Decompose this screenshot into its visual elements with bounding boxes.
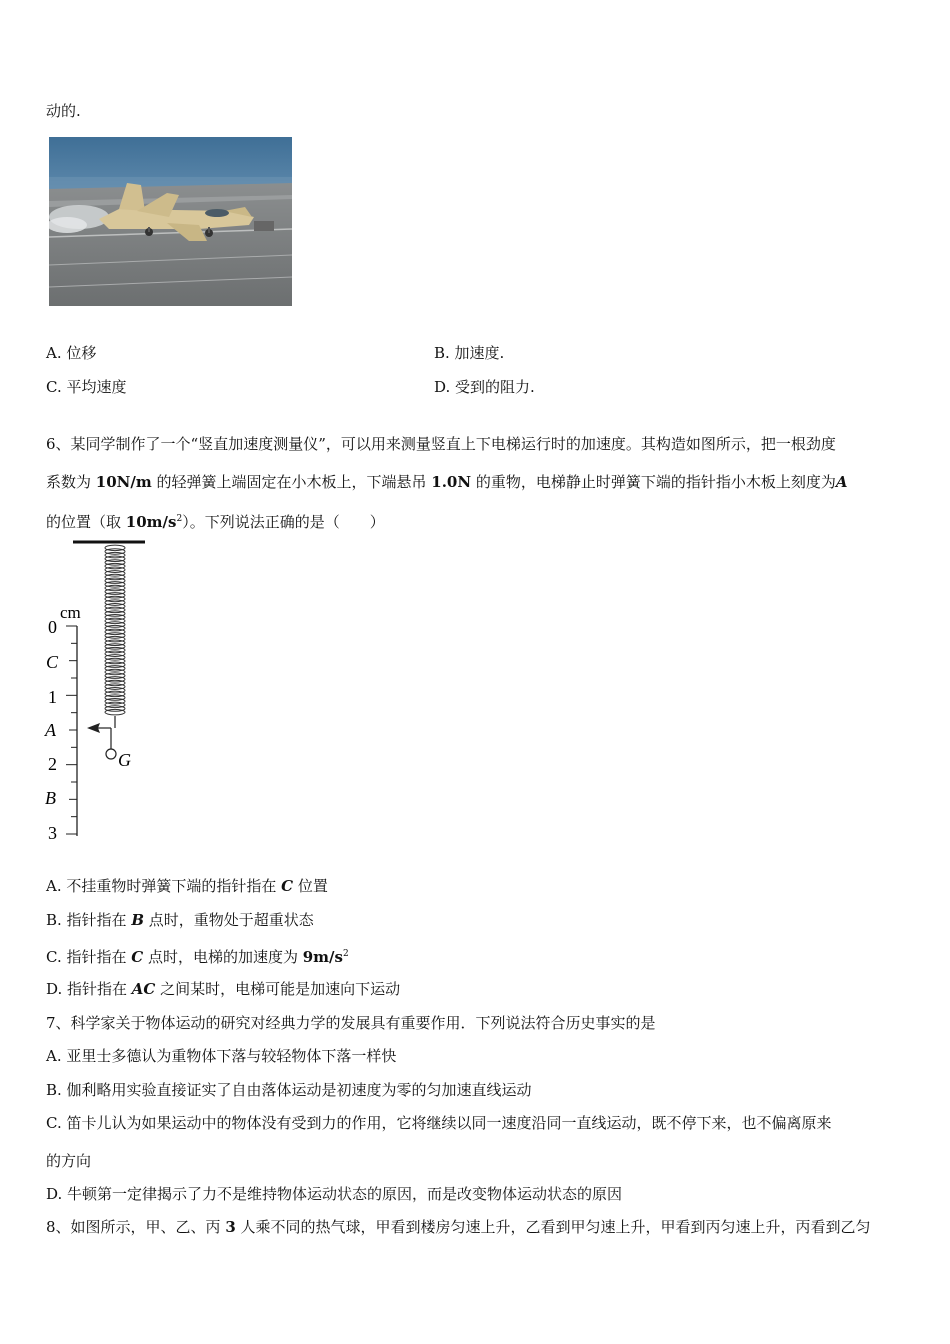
q6-option-text: C. 指针指在: [46, 948, 132, 966]
q8-stem-line-1: [46, 1217, 871, 1237]
q6-option-var: C: [281, 877, 294, 895]
q6-option-text: A. 不挂重物时弹簧下端的指针指在: [46, 877, 282, 895]
q6-text: 的位置（取: [46, 513, 126, 531]
carrier-jet-photo: [49, 137, 292, 306]
q7-option-d: D. 牛顿第一定律揭示了力不是维持物体运动状态的原因，而是改变物体运动状态的原因: [46, 1185, 623, 1203]
q6-option-text: 之间某时，电梯可能是加速向下运动: [155, 980, 401, 998]
q6-option-text: 点时，重物处于超重状态: [144, 911, 314, 929]
q5-option-d: D. 受到的阻力.: [434, 378, 535, 396]
scale-tick-3: 3: [48, 823, 57, 843]
q6-option-var: B: [131, 911, 145, 929]
q6-text: 的轻弹簧上端固定在小木板上，下端悬吊: [151, 473, 432, 491]
spring-coils: [105, 545, 125, 715]
q8-text: 人乘不同的热气球，甲看到楼房匀速上升，乙看到甲匀速上升，甲看到丙匀速上升，丙看到乙匀: [235, 1218, 871, 1236]
q5-option-c: C. 平均速度: [46, 378, 127, 396]
q5-option-a: A. 位移: [46, 344, 97, 362]
q6-option-d: [46, 979, 400, 999]
q6-g-value: 10m/s: [125, 513, 177, 531]
q7-option-a: A. 亚里士多德认为重物体下落与较轻物体下落一样快: [46, 1047, 397, 1065]
spring-accelerometer-diagram: [40, 538, 170, 848]
intro-tail-text: 动的.: [46, 102, 81, 120]
scale-unit: cm: [60, 603, 81, 622]
scale-ticks: [66, 626, 77, 834]
q6-option-c: [46, 944, 349, 967]
q6-option-sup: 2: [342, 949, 349, 959]
weight-label: G: [118, 750, 131, 770]
q8-count: 3: [225, 1218, 236, 1236]
q7-option-c-line-2: 的方向: [46, 1152, 92, 1170]
q6-text: 系数为: [46, 473, 96, 491]
q6-option-text: D. 指针指在: [46, 980, 132, 998]
q6-g-sup: 2: [176, 514, 183, 524]
scale-tick-0: 0: [48, 617, 57, 637]
q6-option-text: 位置: [293, 877, 328, 895]
spring-coil: [105, 709, 125, 714]
q7-option-b: B. 伽利略用实验直接证实了自由落体运动是初速度为零的匀加速直线运动: [46, 1081, 532, 1099]
q6-option-var: AC: [131, 980, 156, 998]
q6-var-a: A: [835, 473, 848, 491]
q6-option-var: C: [131, 948, 144, 966]
q6-option-text: B. 指针指在: [46, 911, 132, 929]
spring-accelerometer-figure: [40, 538, 170, 848]
q6-stem-line-1: 6、某同学制作了一个“竖直加速度测量仪”，可以用来测量竖直上下电梯运行时的加速度。其构造如图所示，把一根劲度: [46, 435, 836, 453]
q6-option-text: 点时，电梯的加速度为: [143, 948, 303, 966]
q5-option-b: B. 加速度.: [434, 344, 505, 362]
q6-stem-line-2: [46, 472, 848, 492]
scale-letter-c: C: [46, 652, 59, 672]
q6-spring-constant: 10N/m: [95, 473, 152, 491]
q6-text: 的重物，电梯静止时弹簧下端的指针指小木板上刻度为: [471, 473, 836, 491]
q6-stem-line-3: [46, 509, 385, 532]
scale-tick-2: 2: [48, 754, 57, 774]
weight-ball: [106, 749, 116, 759]
q6-text: ）。下列说法正确的是（ ）: [182, 513, 385, 531]
q6-weight-value: 1.0N: [431, 473, 472, 491]
q6-option-b: [46, 910, 314, 930]
q6-option-accel: 9m/s: [302, 948, 343, 966]
q7-option-c-line-1: C. 笛卡儿认为如果运动中的物体没有受到力的作用，它将继续以同一速度沿同一直线运动，既不停下来，也不偏离原来: [46, 1114, 832, 1132]
scale-letter-b: B: [45, 788, 56, 808]
q7-stem: 7、科学家关于物体运动的研究对经典力学的发展具有重要作用．下列说法符合历史事实的是: [46, 1014, 656, 1032]
q6-option-a: [46, 876, 328, 896]
scale-tick-1: 1: [48, 687, 57, 707]
q8-text: 8、如图所示，甲、乙、丙: [46, 1218, 226, 1236]
scale-letter-a: A: [45, 720, 56, 740]
carrier-jet-image: [49, 137, 292, 306]
